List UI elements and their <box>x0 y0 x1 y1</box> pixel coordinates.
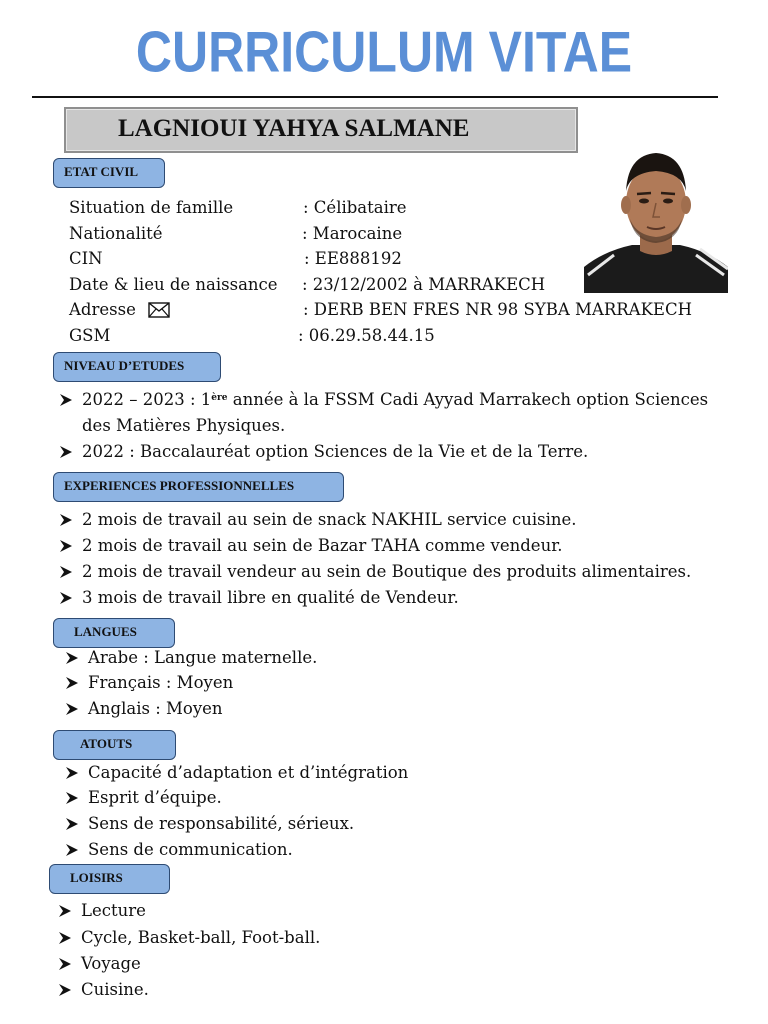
arrow-bullet-icon <box>64 765 80 781</box>
section-loisirs: LOISIRS <box>49 864 170 894</box>
loisir-text: Lecture <box>81 901 146 920</box>
section-experiences: EXPERIENCES PROFESSIONNELLES <box>53 472 344 502</box>
arrow-bullet-icon <box>58 512 74 528</box>
arrow-bullet-icon <box>58 538 74 554</box>
name-banner <box>64 107 578 153</box>
atout-text: Sens de responsabilité, sérieux. <box>88 814 355 833</box>
arrow-bullet-icon <box>57 982 73 998</box>
atout-text: Capacité d’adaptation et d’intégration <box>88 763 409 782</box>
section-langues: LANGUES <box>53 618 175 648</box>
info-value: : EE888192 <box>304 249 402 268</box>
etudes-item-continuation: des Matières Physiques. <box>82 416 286 435</box>
envelope-icon <box>148 302 170 324</box>
info-label: Situation de famille <box>69 198 234 217</box>
loisir-text: Cycle, Basket-ball, Foot-ball. <box>81 928 321 947</box>
section-etat-civil: ETAT CIVIL <box>53 158 165 188</box>
info-label: CIN <box>69 249 103 268</box>
info-label: Adresse <box>69 300 136 319</box>
arrow-bullet-icon <box>57 956 73 972</box>
title-divider <box>32 96 718 98</box>
experience-text: 2 mois de travail au sein de Bazar TAHA comme vendeur. <box>82 536 563 555</box>
arrow-bullet-icon <box>64 842 80 858</box>
atout-text: Esprit d’équipe. <box>88 788 222 807</box>
langue-text: Arabe : Langue maternelle. <box>88 648 318 667</box>
info-value: : DERB BEN FRES NR 98 SYBA MARRAKECH <box>303 300 692 319</box>
arrow-bullet-icon <box>58 590 74 606</box>
info-label: GSM <box>69 326 111 345</box>
info-label: Date & lieu de naissance <box>69 275 278 294</box>
arrow-bullet-icon <box>58 444 74 460</box>
etudes-item-text: 2022 : Baccalauréat option Sciences de la Vie et de la Terre. <box>82 442 589 461</box>
experience-text: 2 mois de travail au sein de snack NAKHIL service cuisine. <box>82 510 577 529</box>
experience-text: 2 mois de travail vendeur au sein de Boutique des produits alimentaires. <box>82 562 692 581</box>
info-value: : Célibataire <box>303 198 407 217</box>
info-label: Nationalité <box>69 224 163 243</box>
section-atouts: ATOUTS <box>53 730 176 760</box>
section-niveau-etudes: NIVEAU D’ETUDES <box>53 352 221 382</box>
info-value: : 06.29.58.44.15 <box>298 326 435 345</box>
loisir-text: Cuisine. <box>81 980 149 999</box>
arrow-bullet-icon <box>64 790 80 806</box>
experience-text: 3 mois de travail libre en qualité de Vendeur. <box>82 588 459 607</box>
profile-photo-icon <box>584 147 728 293</box>
arrow-bullet-icon <box>58 392 74 408</box>
etudes-item-text: année à la FSSM Cadi Ayyad Marrakech option Sciences <box>227 390 709 409</box>
arrow-bullet-icon <box>57 930 73 946</box>
arrow-bullet-icon <box>57 903 73 919</box>
info-value: : 23/12/2002 à MARRAKECH <box>302 275 546 294</box>
arrow-bullet-icon <box>64 816 80 832</box>
cv-title: CURRICULUM VITAE <box>135 19 633 85</box>
langue-text: Anglais : Moyen <box>88 699 223 718</box>
arrow-bullet-icon <box>58 564 74 580</box>
etudes-item-text: 2022 – 2023 : 1 <box>82 390 212 409</box>
info-value: : Marocaine <box>302 224 403 243</box>
profile-photo <box>584 147 728 293</box>
arrow-bullet-icon <box>64 701 80 717</box>
etudes-superscript: ère <box>211 393 228 403</box>
full-name: LAGNIOUI YAHYA SALMANE <box>118 115 470 142</box>
langue-text: Français : Moyen <box>88 673 234 692</box>
loisir-text: Voyage <box>81 954 141 973</box>
arrow-bullet-icon <box>64 675 80 691</box>
arrow-bullet-icon <box>64 650 80 666</box>
atout-text: Sens de communication. <box>88 840 293 859</box>
